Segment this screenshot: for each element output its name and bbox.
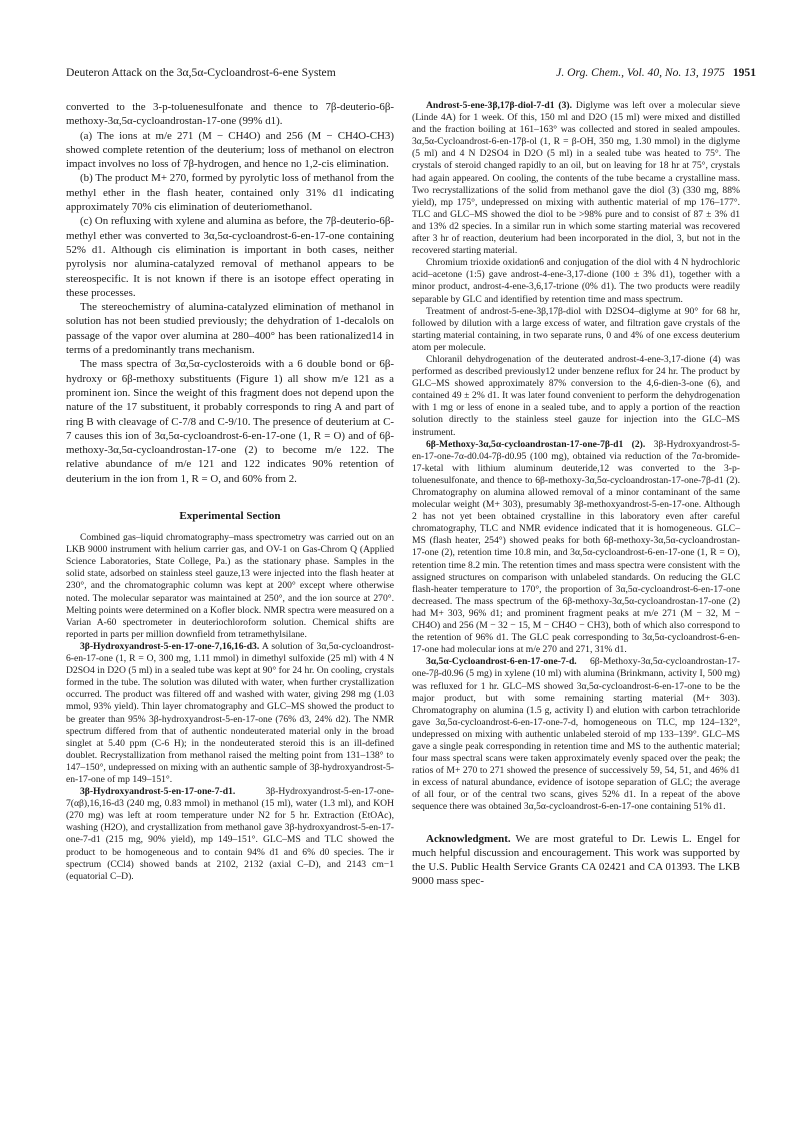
paragraph: (b) The product M+ 270, formed by pyrolytic loss of methanol from the methyl ether in the flash heater, contained only 31% d1 indicating approximately 70% cis elimination of deuteriomethanol. (66, 172, 394, 214)
paragraph (66, 786, 394, 883)
running-title: Deuteron Attack on the 3α,5α-Cycloandrost-6-ene System (66, 66, 336, 79)
run-in-heading: 3β-Hydroxyandrost-5-en-17-one-7-d1. (80, 786, 236, 798)
paragraph-body: 3β-Hydroxyandrost-5-en-17-one-7(αβ),16,16-d3 (240 mg, 0.83 mmol) in methanol (15 ml), water (1.3 ml), and KOH (270 mg) was left at room temperature under N2 for 5 hr. Extraction (EtOAc), washing (H2O), and crystallization from methanol gave 3β-hydroxyandrost-5-en-17-one-7-d1 (215 mg, 90% yield), mp 149–151°. GLC–MS and TLC showed the product to be homogeneous and to contain 94% d1 and 6% d0 species. The ir spectrum (CCl4) showed bands at 2102, 2132 (axial C–D), and 2143 cm−1 (equatorial C–D). (66, 786, 394, 882)
paragraph-body: 3β-Hydroxyandrost-5-en-17-one-7α-d0.04-7β-d0.95 (100 mg), obtained via reduction of the 7α-bromide-17-ketal with lithium aluminum deuteride,12 was converted to the 3-p-toluenesulfonate, and thence to 6β-methoxy-3α,5α-cycloandrostan-17-one-7β-d1 (2). Chromatography on alumina allowed removal of a minor contaminant of the same molecular weight (M+ 303), presumably 3β-methoxyandrost-5-en-17-one. Although 2 has not yet been obtained crystalline in this laboratory even after careful chromatography, TLC and NMR evidence indicated that it is homogeneous. GLC–MS (flash heater, 254°) showed peaks for both 6β-methoxy-3α,5α-cycloandrostan-17-one (2), retention time 10.8 min, and 3α,5α-cycloandrost-6-en-17-one (1, R = O), retention time 8.2 min. The retention times and mass spectra were consistent with the assigned structures on comparison with unlabeled standards. On reducing the GLC flash-heater temperature to 170°, the proportion of 3α,5α-cycloandrost-6-en-17-one decreased. The mass spectrum of the 6β-methoxy-3α,5α-cycloandrostan-17-one (2) had M+ 303, 96% d1; and prominent fragment peaks at m/e 271 (M − 32, M − CH4O) and 256 (M − 32 − 15, M − CH4O − CH3), both of which also correspond to the retention of 96% d1. The GLC peak corresponding to 3α,5α-cycloandrost-6-en-17-one had molecular ions at m/e 270 and 271, 31% d1. (412, 438, 740, 656)
paragraph: The mass spectra of 3α,5α-cyclosteroids with a 6 double bond or 6β-hydroxy or 6β-methoxy substituents (Figure 1) all show m/e 121 as a prominent ion. Since the weight of this fragment does not depend upon the nature of the 17 substituent, it probably corresponds to ring A and part of ring B with cleavage of C-7/8 and C-9/10. The presence of deuterium at C-7 causes this ion of 3α,5α-cycloandrost-6-en-17-one (1, R = O) and of 6β-methoxy-3α,5α-cycloandrostan-17-one (2) to become m/e 122. The relative abundance of m/e 121 and 122 indicates 90% retention of deuterium in the ion from 1, R = O, and 60% from 2. (66, 358, 394, 485)
paragraph: (a) The ions at m/e 271 (M − CH4O) and 256 (M − CH4O-CH3) showed complete retention of the deuterium; loss of methanol on electron impact involves no loss of 7β-hydrogen, and hence no 1,2-cis elimination. (66, 129, 394, 171)
right-column (412, 100, 740, 889)
section-heading: Experimental Section (179, 510, 281, 523)
paragraph: Chromium trioxide oxidation6 and conjugation of the diol with 4 N hydrochloric acid–acetone (1:5) gave androst-4-ene-3,17-dione (100 ± 3% d1), together with a minor product, androst-4-ene-3,6,17-trione (0% d1). The two products were readily separable by GLC and identified by retention time and mass spectrum. (412, 257, 740, 305)
paragraph: Chloranil dehydrogenation of the deuterated androst-4-ene-3,17-dione (4) was performed as described previously12 under benzene reflux for 24 hr. The product by GLC–MS showed approximately 87% conversion to the 4,6-dien-3-one (6), and contained 49 ± 2% d1. It was later found convenient to perform the dehydrogenation with 1 mg or less of enone in a sealed tube, and to apply a portion of the reaction solution directly to the stainless steel gauze for injection into the GLC–MS instrument. (412, 353, 740, 438)
acknowledgment (412, 832, 740, 889)
journal-reference (556, 66, 756, 79)
paragraph: converted to the 3-p-toluenesulfonate and thence to 7β-deuterio-6β-methoxy-3α,5α-cycloandrostan-17-one (99% d1). (66, 101, 394, 128)
paragraph (412, 100, 740, 257)
paragraph (412, 439, 740, 657)
journal-citation: J. Org. Chem., Vol. 40, No. 13, 1975 (556, 66, 725, 79)
acknowledgment-heading: Acknowledgment. (426, 832, 511, 845)
acknowledgment-body: We are most grateful to Dr. Lewis L. Engel for much helpful discussion and encouragement. This work was supported by the U.S. Public Health Service Grants CA 02421 and CA 01393. The LKB 9000 mass spec- (412, 832, 740, 888)
paragraph (66, 641, 394, 786)
run-in-heading: 3β-Hydroxyandrost-5-en-17-one-7,16,16-d3. (80, 640, 260, 652)
paragraph-body: 6β-Methoxy-3α,5α-cycloandrostan-17-one-7β-d0.96 (5 mg) in xylene (10 ml) with alumina (Brinkmann, activity I, 500 mg) was refluxed for 1 hr. GLC–MS showed 3α,5α-cycloandrost-6-en-17-one to be the major product, but with some remaining starting material (M+ 303). Chromatography on alumina (1.5 g, activity I) and elution with carbon tetrachloride gave 3α,5α-cycloandrost-6-en-17-one-7-d, homogeneous on TLC, mp 124–132°, undepressed on mixing with authentic unlabeled steroid of mp 133–139°. GLC–MS gave a single peak corresponding in retention time and MS to the authentic material; four mass spectral scans were taken approximately evenly spaced over the peak; the ratios of M+ 270 to 271 showed the presence of successively 59, 54, 51, and 46% d1 in excess of natural abundance, evidence of isotope separation of GLC; the average of all four, or of the central two scans, gives 52% d1. In a repeat of the above sequence there was obtained 3α,5α-cycloandrost-6-en-17-one containing 51% d1. (412, 656, 740, 813)
page-number: 1951 (732, 66, 756, 79)
paragraph (412, 656, 740, 813)
left-column (66, 100, 394, 883)
run-in-heading: Androst-5-ene-3β,17β-diol-7-d1 (3). (426, 100, 573, 111)
paragraph: Treatment of androst-5-ene-3β,17β-diol with D2SO4–diglyme at 90° for 68 hr, followed by dilution with a large excess of water, and filtration gave crystals of the starting material containing, in two separate runs, 0 and 4% of one excess deuterium atom per molecule. (412, 305, 740, 353)
paragraph: The stereochemistry of alumina-catalyzed elimination of methanol in solution has not been studied previously; the dehydration of 1-decalols on passage of the vapor over alumina at 280–400° has been rationalized14 in terms of a predominantly trans mechanism. (66, 301, 394, 357)
paragraph-body: Diglyme was left over a molecular sieve (Linde 4A) for 1 week. Of this, 150 ml and D2O (15 ml) were mixed and distilled and the fraction boiling at 161–163° was collected and stored in sealed ampoules. 3α,5α-Cycloandrost-6-en-17β-ol (1, R = β-OH, 350 mg, 1.30 mmol) in the diglyme (5 ml) and 4 N D2SO4 in D2O (5 ml) in a sealed tube was heated to 75°. The crystals of steroid changed rapidly to an oil, but on leaving for 18 hr at 75°, crystals had again appeared. On cooling, the contents of the tube became a crystalline mass. Two recrystallizations of the solid from methanol gave the diol (3) (330 mg, 88% yield), mp 175°, undepressed on mixing with authentic material of mp 176–177°. TLC and GLC–MS showed the diol to be >98% pure and to consist of 87 ± 3% d1 and 13% d2 species. In a similar run in which some starting material was recovered after 3 hr of reaction, deuterium had been incorporated in the diol, 3, but not in the recovered starting material. (412, 100, 740, 257)
paragraph-body: A solution of 3α,5α-cycloandrost-6-en-17-one (1, R = O, 300 mg, 1.11 mmol) in dimethyl sulfoxide (25 ml) with 4 N D2SO4 in D2O (5 ml) in a sealed tube was kept at 90° for 24 hr. On cooling, crystals formed in the tube. The solution was diluted with water, when further crystallization occurred. The product was filtered off and washed with water, giving 298 mg (1.03 mmol, 93% yield). Thin layer chromatography and GLC–MS showed the product to be greater than 95% 3β-hydroxyandrost-5-en-17-one (76% d3, 24% d2). The NMR spectrum differed from that of authentic nondeuterated material only in the broad singlet at 5.40 ppm (C-6 H); in the nondeuterated steroid this is an ill-defined doublet. Recrystallization from methanol raised the melting point from 131–138° to 147–150°, undepressed on mixing with an authentic sample of 3β-hydroxyandrost-5-en-17-one of mp 149–151°. (66, 640, 394, 785)
run-in-heading: 3α,5α-Cycloandrost-6-en-17-one-7-d. (426, 656, 577, 668)
paragraph: (c) On refluxing with xylene and alumina as before, the 7β-deuterio-6β-methyl ether was converted to 3α,5α-cycloandrost-6-en-17-one containing 52% d1. Although cis elimination is important in both cases, neither pyrolysis nor alumina-catalyzed removal of methanol appears to be stereospecific. It is not known if there is an isotope effect operating in these processes. (66, 215, 394, 299)
run-in-heading: 6β-Methoxy-3α,5α-cycloandrostan-17-one-7β-d1 (2). (426, 438, 646, 450)
page-header (66, 66, 756, 84)
paragraph: Combined gas–liquid chromatography–mass spectrometry was carried out on an LKB 9000 instrument with helium carrier gas, and OV-1 on Gas-Chrom Q (Applied Science Laboratories, State College, Pa.) as the stationary phase. Samples in the solid state, adsorbed on stainless steel gauze,13 were injected into the flash heater at 230°, and the chromatographic column was kept at 200° except where otherwise noted. The molecular separator was maintained at 250°, and the ion source at 270°. Melting points were determined on a Kofler block. NMR spectra were measured on a Varian A-60 spectrometer in deuteriochloroform solution. Chemical shifts are reported in parts per million downfield from tetramethylsilane. (66, 532, 394, 640)
